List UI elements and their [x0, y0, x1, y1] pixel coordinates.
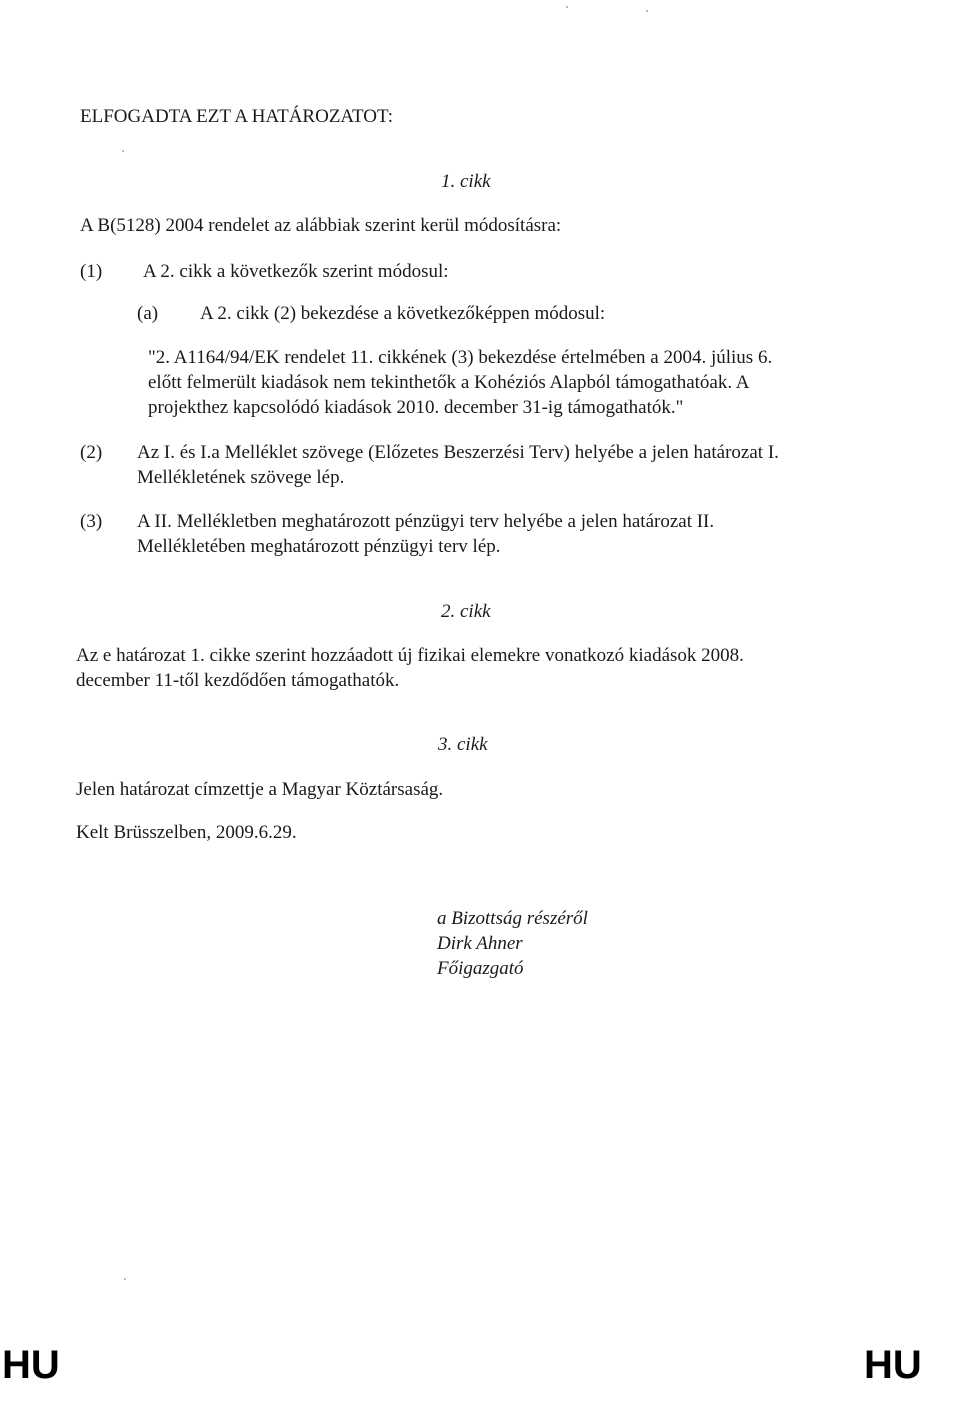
signature-name: Dirk Ahner: [437, 933, 523, 954]
article-2-line-1: Az e határozat 1. cikke szerint hozzáadott új fizikai elemekre vonatkozó kiadások 2008.: [76, 645, 744, 666]
point-a-number: (a): [137, 303, 159, 324]
paragraph-2-line-2: Mellékletének szövege lép.: [137, 467, 345, 488]
scan-speck: [124, 1278, 126, 1280]
point-a-text: A 2. cikk (2) bekezdése a következőképpen módosul:: [200, 303, 606, 324]
paragraph-1-number: (1): [80, 261, 103, 282]
scan-speck: [646, 10, 648, 12]
paragraph-2-line-1: Az I. és I.a Melléklet szövege (Előzetes Beszerzési Terv) helyébe a jelen határozat I.: [137, 442, 779, 463]
article-1-title: 1. cikk: [441, 171, 491, 192]
article-2-line-2: december 11-től kezdődően támogathatók.: [76, 670, 400, 691]
footer-language-code-right: HU: [864, 1343, 922, 1387]
amendment-quote-line-1: "2. A1164/94/EK rendelet 11. cikkének (3) bekezdése értelmében a 2004. július 6.: [148, 347, 773, 368]
amendment-quote-line-3: projekthez kapcsolódó kiadások 2010. december 31-ig támogathatók.": [148, 397, 684, 418]
article-3-title: 3. cikk: [438, 734, 488, 755]
scan-speck: [122, 150, 124, 152]
paragraph-2-number: (2): [80, 442, 103, 463]
article-1-intro: A B(5128) 2004 rendelet az alábbiak szerint kerül módosításra:: [80, 215, 562, 236]
article-2-title: 2. cikk: [441, 601, 491, 622]
footer-language-code-left: HU: [2, 1343, 60, 1387]
scan-speck: [566, 6, 568, 8]
paragraph-1-text: A 2. cikk a következők szerint módosul:: [143, 261, 449, 282]
article-3-text: Jelen határozat címzettje a Magyar Köztársaság.: [76, 779, 444, 800]
paragraph-3-line-2: Mellékletében meghatározott pénzügyi terv lép.: [137, 536, 501, 557]
page-heading: ELFOGADTA EZT A HATÁROZATOT:: [80, 106, 393, 127]
paragraph-3-number: (3): [80, 511, 103, 532]
signature-line-1: a Bizottság részéről: [437, 908, 588, 929]
paragraph-3-line-1: A II. Mellékletben meghatározott pénzügyi terv helyébe a jelen határozat II.: [137, 511, 715, 532]
amendment-quote-line-2: előtt felmerült kiadások nem tekinthetők a Kohéziós Alapból támogathatóak. A: [148, 372, 750, 393]
signature-title: Főigazgató: [437, 958, 524, 979]
place-and-date: Kelt Brüsszelben, 2009.6.29.: [76, 822, 297, 843]
